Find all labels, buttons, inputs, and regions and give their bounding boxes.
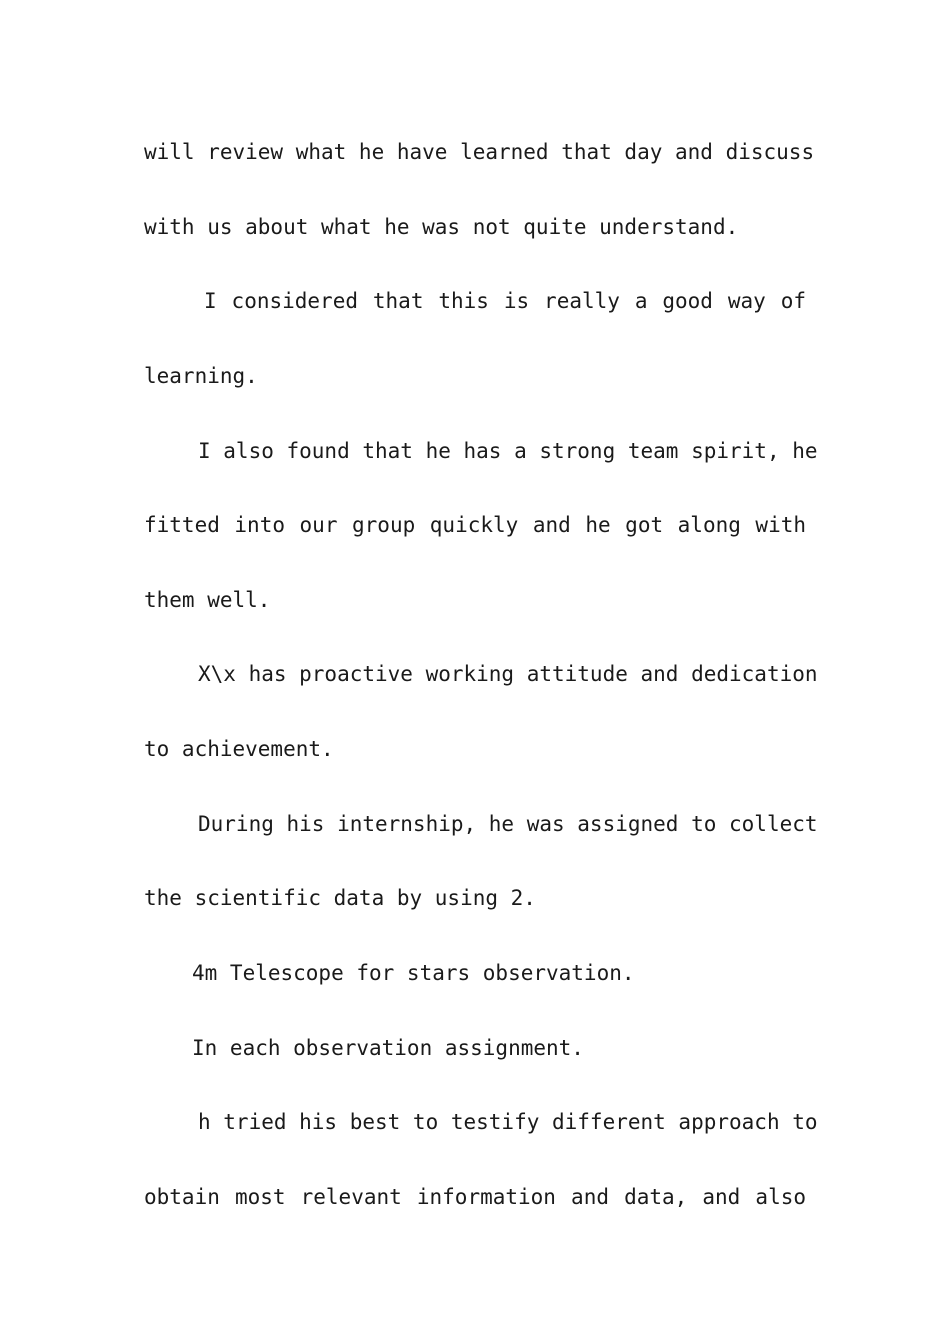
paragraph-line: the scientific data by using 2. [144,886,536,910]
paragraph-line: During his internship, he was assigned to collect [198,812,818,836]
paragraph-line: obtain most relevant information and data, and also [144,1185,806,1209]
paragraph-line: fitted into our group quickly and he got along with [144,513,806,537]
paragraph-line: will review what he have learned that day and discuss [144,140,815,164]
paragraph-line: learning. [144,364,258,388]
paragraph-line: h tried his best to testify different approach to [198,1110,818,1134]
paragraph-line: 4m Telescope for stars observation. [192,961,635,985]
paragraph-line: to achievement. [144,737,334,761]
paragraph-line: them well. [144,588,271,612]
paragraph-line: In each observation assignment. [192,1036,584,1060]
paragraph-line: with us about what he was not quite understand. [144,215,739,239]
paragraph-line: I also found that he has a strong team spirit, he [198,439,818,463]
paragraph-line: X\x has proactive working attitude and dedication [198,662,818,686]
paragraph-line: I considered that this is really a good way of [204,289,806,313]
